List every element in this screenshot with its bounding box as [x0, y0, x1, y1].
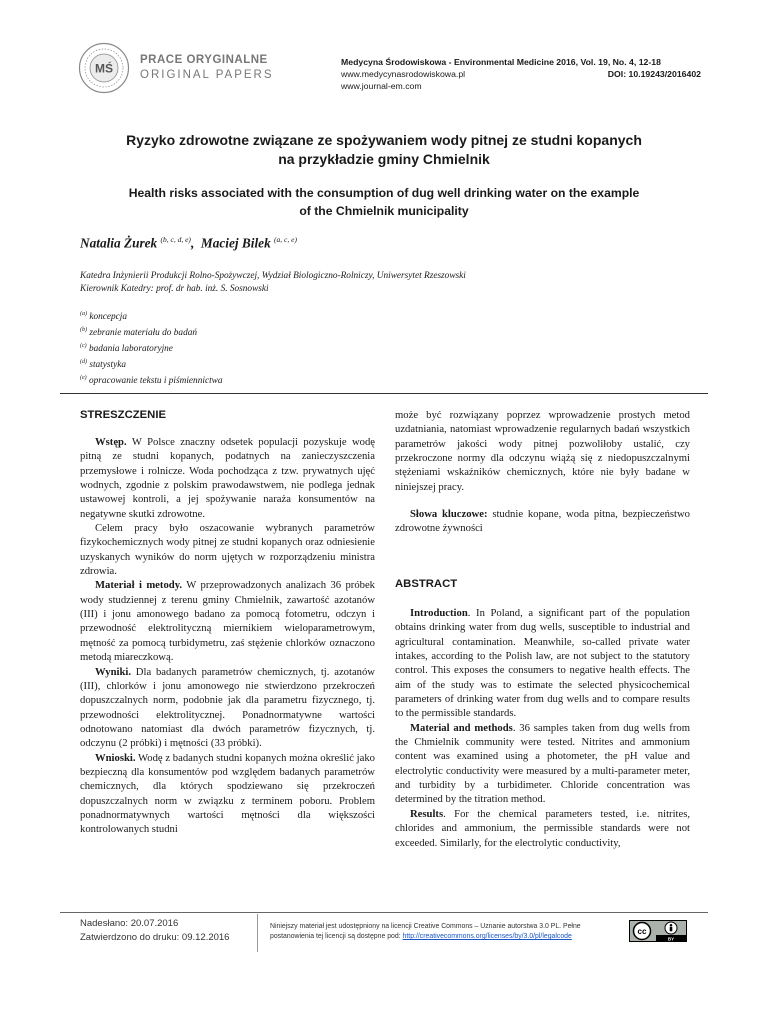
journal-info	[341, 56, 701, 92]
legend-item: $^{(d)}$ statystyka	[80, 358, 126, 370]
author-name: Natalia Żurek	[80, 235, 158, 251]
legend-item: $^{(e)}$ opracowanie tekstu i piśmiennictwa	[80, 374, 223, 386]
cc-label: cc	[637, 927, 647, 936]
license-link[interactable]: http://creativecommons.org/licenses/by/3.0/pl/legalcode	[402, 933, 572, 940]
logo-letters: MŚ	[95, 61, 113, 76]
title-polish	[60, 131, 708, 169]
paragraph-cel: Celem pracy było oszacowanie wybranych parametrów fizykochemicznych wody pitnej ze studni kopanych oraz odniesienie uzyskanych wyników do norm ujętych w rozporządzeniu ministra zdrowia.	[80, 523, 375, 578]
received-date: Nadesłano: 20.07.2016	[80, 918, 179, 929]
title-english-line-2: of the Chmielnik municipality	[299, 203, 469, 218]
title-polish-line-2: na przykładzie gminy Chmielnik	[278, 151, 490, 167]
paragraph-metody: Materiał i metody. W przeprowadzonych analizach 36 próbek wody studziennej z terenu gminy Chmielnik, zawartość azotanów (III) i jonu amonowego badano za pomocą fotometru, odczyn i przewodność elektrolityczną miernikiem wieloparametrowym, mętność za pomocą turbidymetru, zaś stężenie chlorków oznaczono metodą miareczkową.	[80, 580, 376, 664]
journal-title: Medycyna Środowiskowa - Environmental Medicine 2016, Vol. 19, No. 4, 12-18	[341, 57, 661, 67]
paragraph-keywords: Słowa kluczowe: studnie kopane, woda pitna, bezpieczeństwo zdrowotne żywności	[395, 509, 690, 535]
paragraph-wyniki: Wyniki. Dla badanych parametrów chemicznych, tj. azotanów (III), chlorków i jonu amonowego nie stwierdzono przekroczeń dopuszczalnych norm, podobnie jak dla parametru fizycznego, tj. przewodności elektrolitycznej. Ponadnormatywne wartości odnotowano natomiast dla dwóch parametrów fizycznych, tj. odczynu (2 próbki) i mętności (33 próbki).	[80, 666, 375, 750]
doi[interactable]: DOI: 10.19243/2016402	[607, 69, 701, 79]
affiliation	[80, 270, 700, 296]
paragraph-introduction: Introduction. In Poland, a significant part of the population obtains drinking water from dug wells, susceptible to industrial and agricultural contamination. Meanwhile, so-called private water intakes, according to the Polish law, are not subject to the statutory control. This exposes the consumers to negative health effects. The aim of the study was to estimate the selected physicochemical parameters of drinking water from dug wells and to compare results to the permissible standards.	[395, 608, 690, 720]
authors	[80, 235, 297, 251]
brand-line-1: PRACE ORYGINALNE	[140, 54, 268, 66]
author-separator: ,	[190, 235, 195, 251]
title-english-line-1: Health risks associated with the consumption of dug well drinking water on the example	[128, 186, 640, 200]
paragraph-wnioski: Wnioski. Wodę z badanych studni kopanych można określić jako bezpieczną dla konsumentów pod względem badanych parametrów chemicznych, dla których spodziewano się przekroczeń dopuszczalnych norm w związku z terminem poboru. Problem ponadnormatywnych wartości mętności dla większości kontrolowanych studni	[80, 752, 375, 836]
abstract-body	[395, 607, 690, 851]
author-roles: (b, c, d, e)	[160, 235, 191, 244]
legend-item: $^{(c)}$ badania laboratoryjne	[80, 342, 173, 354]
journal-logo	[78, 42, 130, 94]
contribution-legend	[80, 308, 223, 387]
title-english	[60, 185, 708, 220]
by-label: BY	[667, 936, 675, 942]
streszczenie-body	[80, 436, 375, 838]
title-polish-line-1: Ryzyko zdrowotne związane ze spożywaniem wody pitnej ze studni kopanych	[126, 132, 642, 148]
legend-item: $^{(a)}$ koncepcja	[80, 311, 128, 323]
section-divider	[60, 393, 708, 394]
license-notice	[270, 922, 625, 942]
keywords	[395, 508, 690, 537]
article-type-label	[140, 54, 274, 81]
cc-by-badge[interactable]	[629, 920, 687, 942]
streszczenie-continuation	[395, 409, 690, 495]
journal-website-1[interactable]: www.medycynasrodowiskowa.pl	[341, 69, 466, 79]
paragraph-results: Results. For the chemical parameters tested, i.e. nitrites, chlorides and ammonium, the permissible standards were not exceeded. Similarly, for the electrolytic conductivity,	[395, 808, 690, 849]
paragraph-continuation: może być rozwiązany poprzez wprowadzenie prostych metod uzdatniania, natomiast wprowadzenie regularnych badań wszystkich parametrów jakości wody pitnej pozwoliłoby ustalić, czy przekroczone normy dla odczynu wiążą się z niedopuszczalnymi stężeniami wskaźników chemicznych, które nie były badane w niniejszej pracy.	[395, 410, 690, 493]
author-roles: (a, c, e)	[274, 235, 297, 244]
footer-vertical-divider	[257, 914, 258, 952]
license-text: Niniejszy materiał jest udostępniony na licencji Creative Commons – Uznanie autorstwa 3.0 PL. Pełne postanowienia tej licencji są dostępne pod:	[270, 923, 581, 940]
author-name: Maciej Bilek	[200, 235, 271, 251]
brand-line-2: ORIGINAL PAPERS	[140, 69, 274, 81]
affiliation-line-2: Kierownik Katedry: prof. dr hab. inż. S. Sosnowski	[80, 284, 269, 294]
affiliation-line-1: Katedra Inżynierii Produkcji Rolno-Spożywczej, Wydział Biologiczno-Rolniczy, Uniwersytet Rzeszowski	[80, 271, 466, 281]
accepted-date: Zatwierdzono do druku: 09.12.2016	[80, 932, 230, 943]
paragraph-wstep: Wstęp. W Polsce znaczny odsetek populacji pozyskuje wodę pitną ze studni kopanych, podatnych na zanieczyszczenia przemysłowe i rolnicze. Woda pochodząca z tzw. prywatnych ujęć wodnych, zgodnie z polskim prawodawstwem, nie podlega jednak ustawowej kontroli, a jej spożywanie naraża konsumentów na negatywne skutki zdrowotne.	[80, 437, 375, 520]
journal-website-2[interactable]: www.journal-em.com	[341, 81, 422, 91]
streszczenie-heading: STRESZCZENIE	[80, 409, 166, 421]
paragraph-methods: Material and methods. 36 samples taken from dug wells from the Chmielnik community were tested. Nitrites and ammonium content was examined using a photometer, the pH value and electrolytic conductivity were measured by a multi-parameter meter, and turbidity by a turbidimeter. Chloride concentration was determined by the titration method.	[395, 722, 690, 806]
legend-item: $^{(b)}$ zebranie materiału do badań	[80, 326, 198, 338]
footer-dates	[80, 917, 229, 945]
footer-divider	[60, 912, 708, 913]
abstract-heading: ABSTRACT	[395, 578, 458, 590]
